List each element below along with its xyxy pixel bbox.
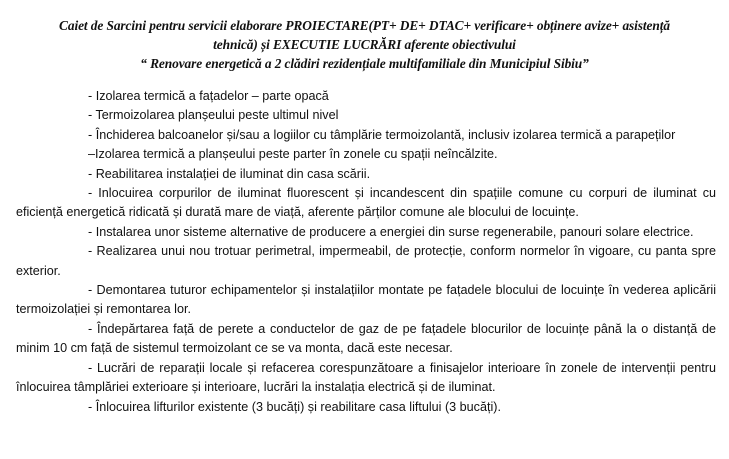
list-item: - Izolarea termică a fațadelor – parte opacă	[88, 89, 329, 103]
list-item: - Închiderea balcoanelor și/sau a logiilor cu tâmplărie termoizolantă, inclusiv izolarea termică a parapeților	[88, 127, 676, 142]
list-item: - Reabilitarea instalației de iluminat din casa scării.	[88, 166, 371, 181]
list-item: - Îndepărtarea față de perete a conductelor de gaz de pe fațadele blocurilor de locuințe până la o distanță de minim 10 cm față de sistemul termoizolant ce se va monta, dacă este necesar.	[16, 321, 716, 356]
list-item: - Demontarea tuturor echipamentelor și instalațiilor montate pe fațadele blocului de locuințe în vederea aplicării termoizolației și remontarea lor.	[16, 283, 716, 317]
list-item: - Lucrări de reparații locale și refacerea corespunzătoare a finisajelor interioare în zonele de intervenții pentru înlocuirea tâmplăriei exterioare și interioare, lucrări la instalația electrică și de iluminat.	[16, 360, 716, 395]
list-item: - Inlocuirea corpurilor de iluminat fluorescent și incandescent din spațiile comune cu corpuri de iluminat cu eficiență energetică ridicată și durată mare de viață, aferente părților comune ale blocului de locuințe.	[16, 186, 716, 220]
list-item: –Izolarea termică a planșeului peste parter în zonele cu spații neîncălzite.	[88, 147, 498, 162]
list-item: - Înlocuirea lifturilor existente (3 bucăți) și reabilitare casa liftului (3 bucăți).	[88, 399, 501, 414]
header-line-2: tehnică) și EXECUTIE LUCRĂRI aferente obiectivului	[213, 37, 516, 52]
document-header	[0, 16, 729, 73]
works-list	[16, 87, 716, 417]
list-item: - Instalarea unor sisteme alternative de producere a energiei din surse regenerabile, panouri solare electrice.	[88, 224, 694, 239]
header-line-1: Caiet de Sarcini pentru servicii elaborare PROIECTARE(PT+ DE+ DTAC+ verificare+ obținere avize+ asistență	[59, 18, 670, 33]
list-item: - Termoizolarea planșeului peste ultimul nivel	[88, 108, 339, 123]
list-item: - Realizarea unui nou trotuar perimetral, impermeabil, de protecție, conform normelor în vigoare, cu panta spre exterior.	[16, 244, 716, 278]
header-line-3: “ Renovare energetică a 2 clădiri rezidențiale multifamiliale din Municipiul Sibiu”	[140, 56, 589, 71]
